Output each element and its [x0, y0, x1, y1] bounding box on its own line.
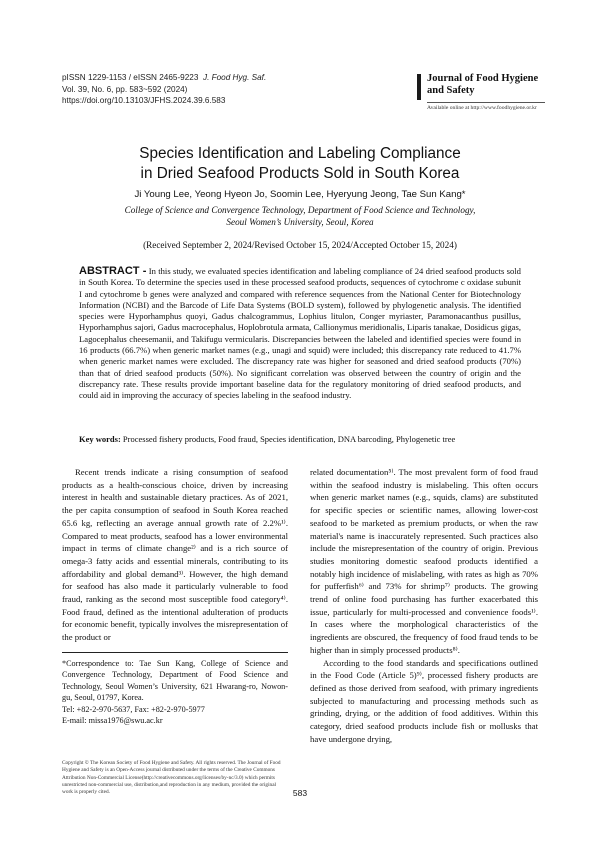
- affiliation-line2: Seoul Women’s University, Seoul, Korea: [226, 217, 374, 227]
- abstract: [79, 266, 521, 402]
- online-url[interactable]: Available online at http://www.foodhygiene.or.kr: [427, 105, 537, 111]
- logo-bar-icon: [417, 74, 421, 100]
- body-column-left: [62, 466, 288, 644]
- received-dates: (Received September 2, 2024/Revised October 15, 2024/Accepted October 15, 2024): [143, 240, 457, 250]
- article-title: [0, 144, 600, 184]
- authors: Ji Young Lee, Yeong Hyeon Jo, Soomin Lee, Hyeryung Jeong, Tae Sun Kang*: [134, 189, 466, 200]
- logo-title: [427, 73, 538, 97]
- abstract-text: In this study, we evaluated species identification and labeling compliance of 24 dried seafood products sold in South Korea. To determine the species used in these processed seafood products, sequences of cytochrome c oxidase subunit I and cytochrome b genes were analyzed and compared with reference sequences from the National Center for Biotechnology Information (NCBI) and the Barcode of Life Data Systems (BOLD system), followed by phylogenetic analysis. The identified species were Hyporhamphus quoyi, Gadus chalcogrammus, Lophius litulon, Conger myriaster, Paramonacanthus pusillus, Hyporhamphus sajori, Gadus macrocephalus, Hoplobrotula armata, Callionymus meridionalis, Liparis tanakae, Dosidicus gigas, Lagocephalus cheesemanii, and Takifugu vermicularis. Discrepancies between the labeled and identified species were found in 16 products (66.7%) when generic market names (e.g., unagi and squid) were included; this discrepancy rate reduced to 41.7% when generic market names were excluded. The discrepancy rate was higher for seasoned and dried seafood products (70%) than that of dried seafood products (50%). No significant correlation was observed between the country of origin and the discrepancy rate. These results provide important baseline data for the regulatory monitoring of dried seafood products, and could aid in improving the accuracy of species labeling in the seafood industry.: [79, 266, 521, 401]
- body-paragraph: Recent trends indicate a rising consumption of seafood products as a health-conscious choice, driven by increasing interest in health and sustainable dietary practices. As of 2021, the per capita consumption of seafood in South Korea reached 65.6 kg, reflecting an average annual growth rate of 2.2%¹⁾. Compared to meat products, seafood has a lower environmental impact in terms of climate change²⁾ and is a rich source of omega-3 fatty acids and essential minerals, contributing to its affordability and global demand³⁾. However, the high demand for seafood has also made it particularly vulnerable to food fraud, ranking as the second most susceptible food category⁴⁾. Food fraud, defined as the intentional adulteration of products for economic benefit, typically involves the misrepresentation of the product or: [62, 467, 288, 643]
- correspondence-phone: Tel: +82-2-970-5637, Fax: +82-2-970-5977: [62, 704, 205, 714]
- keywords: [79, 434, 521, 445]
- copyright-notice: Copyright © The Korean Society of Food Hygiene and Safety. All rights reserved. The Journal of Food Hygiene and Safety is an Open-Access journal distributed under the terms of the Creative Commons Attribution Non-Commercial License(http://creativecommons.org/licenses/by-nc/3.0) which permits unrestricted non-commercial use, distribution,and reproduction in any medium, provided the original work is properly cited.: [62, 760, 281, 796]
- journal-header: [62, 72, 266, 107]
- volume-info: Vol. 39, No. 6, pp. 583~592 (2024): [62, 84, 188, 94]
- abstract-heading: ABSTRACT -: [79, 265, 147, 277]
- logo-rule: [427, 102, 545, 103]
- page-number: 583: [292, 788, 308, 798]
- journal-logo: [415, 73, 545, 119]
- correspondence-footnote: [62, 658, 288, 726]
- issn: pISSN 1229-1153 / eISSN 2465-9223: [62, 73, 199, 82]
- footnote-divider: [62, 652, 288, 653]
- correspondence-email[interactable]: E-mail: missa1976@swu.ac.kr: [62, 716, 163, 726]
- keywords-label: Key words:: [79, 434, 121, 444]
- keywords-text: Processed fishery products, Food fraud, Species identification, DNA barcoding, Phylogenetic tree: [122, 434, 456, 444]
- body-column-right: [310, 466, 538, 745]
- title-line1: Species Identification and Labeling Compliance: [139, 145, 461, 162]
- affiliation-line1: College of Science and Convergence Technology, Department of Food Science and Technology,: [124, 205, 476, 215]
- doi-link[interactable]: https://doi.org/10.13103/JFHS.2024.39.6.583: [62, 96, 226, 105]
- logo-title-line1: Journal of Food Hygiene: [427, 73, 539, 84]
- logo-title-line2: and Safety: [427, 85, 475, 96]
- title-line2: in Dried Seafood Products Sold in South Korea: [140, 165, 460, 182]
- affiliation: [0, 204, 600, 228]
- journal-abbrev: J. Food Hyg. Saf.: [202, 73, 267, 82]
- body-paragraph: According to the food standards and specifications outlined in the Food Code (Article 5)⁹⁾, processed fishery products are defined as those derived from seafood, with primary ingredients subjected to manufacturing and processing methods such as grinding, drying, or the addition of food additives. Within this category, dried seafood products include fish or mollusks that have undergone drying,: [310, 657, 538, 744]
- body-paragraph: related documentation⁵⁾. The most prevalent form of food fraud within the seafood industry is mislabeling. This often occurs when generic market names (e.g., squids, clams) are substituted for specific species or scientific names, allowing lower-cost seafood to be marketed as premium products, or when the raw material's name is inaccurately represented. Such practices also include the misrepresentation of the country of origin. Previous studies monitoring domestic seafood products identified a notably high incidence of mislabeling, with rates as high as 70% for pufferfish⁶⁾ and 73% for shrimp⁷⁾ products. The growing trend of online food purchasing has further exacerbated this issue, particularly for multi-processed and convenience foods¹⁾. In cases where the morphological characteristics of the ingredients are obscured, the frequency of food fraud tends to be higher than in simply processed products⁸⁾.: [310, 467, 538, 655]
- correspondence-address: *Correspondence to: Tae Sun Kang, College of Science and Convergence Technology, Department of Food Science and Technology, Seoul Women’s University, 621 Hwarang-ro, Nowon-gu, Seoul, 01797, Korea.: [62, 659, 288, 703]
